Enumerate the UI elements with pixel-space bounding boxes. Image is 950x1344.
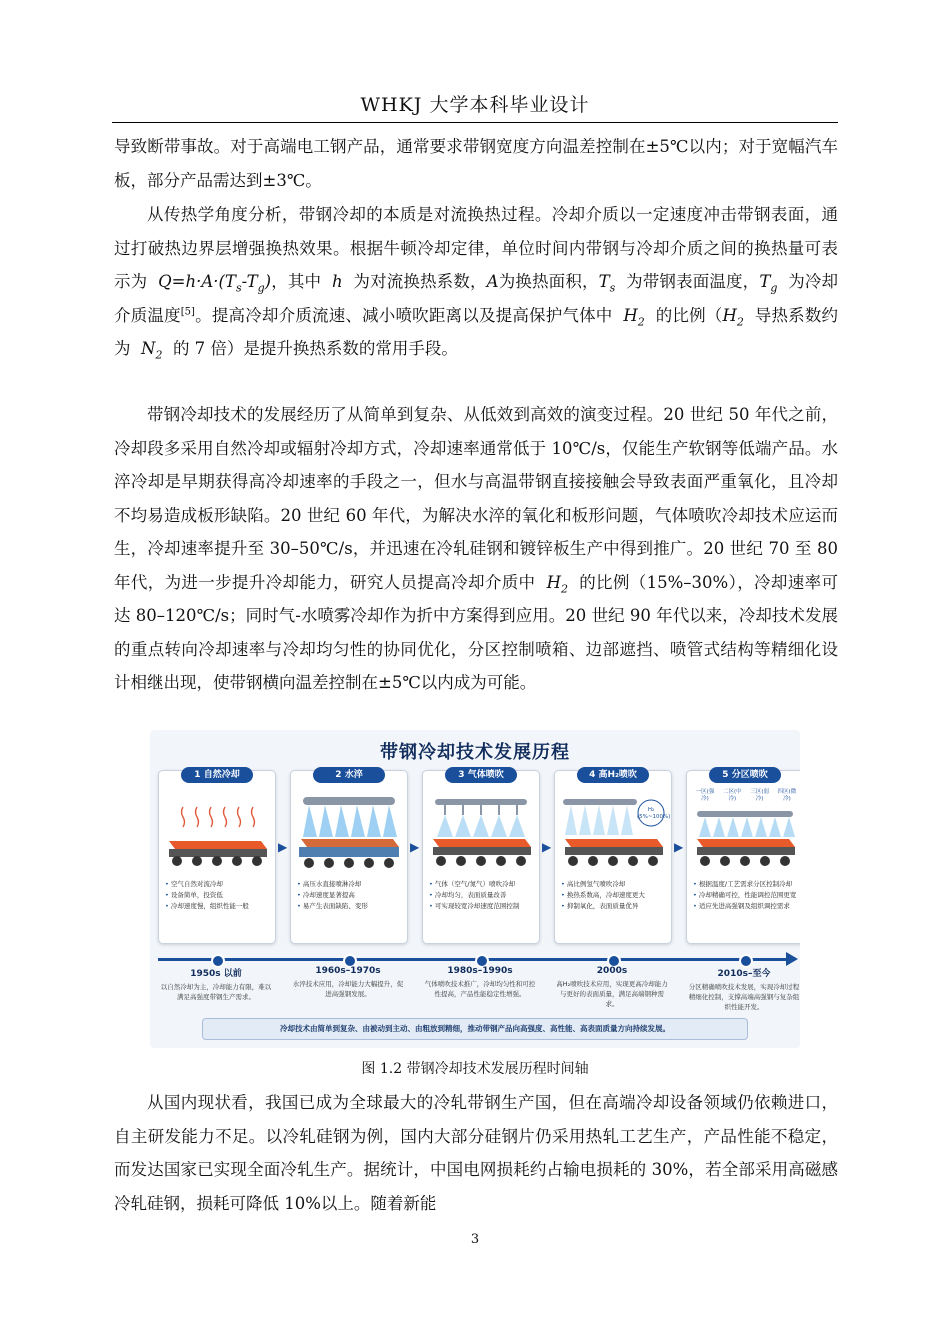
- header-title: WHKJ 大学本科毕业设计: [360, 94, 590, 116]
- stage-gas-jet: [422, 770, 540, 944]
- stage-label: 5 分区喷吹: [709, 767, 781, 783]
- paragraph-2: 从传热学角度分析，带钢冷却的本质是对流换热过程。冷却介质以一定速度冲击带钢表面，通过打破热边界层增强换热效果。根据牛顿冷却定律，单位时间内带钢与冷却介质之间的换热量可表示为 $Q=h\cdot A\cdot(T_s-T_g)$，其中 h 为对流换热系数，A为换热面积，$T_s$ 为带钢表面温度，$T_g$ 为冷却介质温度[5]。提高冷却介质流速、减小喷吹距离以及提高保护气体中 $H_2$ 的比例（$H_2$ 导热系数约为 $N_2$ 的 7 倍）是提升换热系数的常用手段。: [114, 205, 839, 362]
- stage-label: 4 高H₂喷吹: [577, 767, 649, 783]
- natural-cooling-illustration: [163, 787, 271, 875]
- gas-jet-illustration: [427, 787, 535, 875]
- figure-caption: 图 1.2 带钢冷却技术发展历程时间轴: [361, 1061, 589, 1077]
- paragraph-1: [114, 130, 838, 197]
- next-arrow-icon: ▶: [278, 840, 288, 854]
- citation-ref[interactable]: [5]: [180, 306, 195, 317]
- era-1950s: 1950s 以前 以自然冷却为主，冷却能力有限，难以满足高强度带钢生产需求。: [160, 969, 272, 1001]
- stage-label: 3 气体喷吹: [445, 767, 517, 783]
- h2-ratio-tag: H₂ (5%~100%): [637, 807, 671, 820]
- era-1980s: 1980s–1990s 气体喷吹技术推广，冷却均匀性和可控性提高，产品性能稳定性增强。: [424, 966, 536, 998]
- stage-label: 2 水淬: [313, 767, 385, 783]
- era-1960s: 1960s–1970s 水淬技术应用，冷却能力大幅提升，促进高强钢发展。: [292, 966, 404, 998]
- zone-labels: 一区(强冷) 二区(中冷) 三区(弱冷) 四区(微冷): [695, 789, 797, 802]
- next-arrow-icon: ▶: [674, 840, 684, 854]
- figure-summary: 冷却技术由简单到复杂、由被动到主动、由粗放到精细，推动带钢产品向高强度、高性能、高表面质量方向持续发展。: [202, 1018, 748, 1040]
- page-header: [112, 92, 838, 123]
- next-arrow-icon: ▶: [542, 840, 552, 854]
- era-2010s: 2010s–至今 分区精确喷吹技术发展，实现冷却过程精细化控制，支撑高端高强钢与复杂组织性能开发。: [688, 969, 800, 1011]
- stage-bullets: • 气体（空气/氮气）喷吹冷却 • 冷却均匀，表面质量改善 • 可实现较宽冷却速度范围控制: [429, 879, 535, 912]
- paragraph-3: 带钢冷却技术的发展经历了从简单到复杂、从低效到高效的演变过程。20 世纪 50 年代之前，冷却段多采用自然冷却或辐射冷却方式，冷却速率通常低于 10℃/s，仅能生产软钢等低端产品。水淬冷却是早期获得高冷却速率的手段之一，但水与高温带钢直接接触会导致表面严重氧化，且冷却不均易造成板形缺陷。20 世纪 60 年代，为解决水淬的氧化和板形问题，气体喷吹冷却技术应运而生，冷却速率提升至 30–50℃/s，并迅速在冷轧硅钢和镀锌板生产中得到推广。20 世纪 70 至 80 年代，为进一步提升冷却能力，研究人员提高冷却介质中 $H_2$ 的比例（15%–30%），冷却速率可达 80–120℃/s；同时气-水喷雾冷却作为折中方案得到应用。20 世纪 90 年代以来，冷却技术发展的重点转向冷却速率与冷却均匀性的协同优化，分区控制喷箱、边部遮挡、喷管式结构等精细化设计相继出现，使带钢横向温差控制在±5℃以内成为可能。: [114, 405, 838, 692]
- paragraph-text: 从国内现状看，我国已成为全球最大的冷轧带钢生产国，但在高端冷却设备领域仍依赖进口，自主研发能力不足。以冷轧硅钢为例，国内大部分硅钢片仍采用热轧工艺生产，产品性能不稳定，而发达国家已实现全面冷轧生产。据统计，中国电网损耗约占输电损耗的 30%，若全部采用高磁感冷轧硅钢，损耗可降低 10%以上。随着新能: [114, 1093, 838, 1213]
- figure-title: 带钢冷却技术发展历程: [380, 742, 570, 763]
- era-2000s: 2000s 高H₂喷吹技术应用，实现更高冷却能力与更好的表面质量，满足高端钢种需求。: [556, 966, 668, 1008]
- newton-formula: $Q=h\cdot A\cdot(T_s-T_g)$: [158, 272, 272, 295]
- stage-natural-cooling: [158, 770, 276, 944]
- paragraph-4: [114, 1086, 838, 1220]
- paragraph-text: 导致断带事故。对于高端电工钢产品，通常要求带钢宽度方向温差控制在±5℃以内；对于宽幅汽车板，部分产品需达到±3℃。: [114, 137, 838, 190]
- page-number: 3: [470, 1232, 480, 1247]
- next-arrow-icon: ▶: [410, 840, 420, 854]
- water-quench-illustration: [295, 787, 403, 875]
- stage-bullets: • 高比例氢气喷吹冷却 • 换热系数高，冷却速度更大 • 抑制氧化，表面质量优异: [561, 879, 667, 912]
- high-h2-jet-illustration: [559, 787, 671, 875]
- timeline-figure: [150, 730, 800, 1048]
- zoned-jet-illustration: [691, 787, 799, 875]
- timeline-arrow-icon: [786, 952, 798, 966]
- stage-label: 1 自然冷却: [181, 767, 253, 783]
- stage-bullets: • 空气自然对流冷却 • 设备简单，投资低 • 冷却速度慢，组织性能一般: [165, 879, 271, 912]
- stage-bullets: • 高压水直接喷淋冷却 • 冷却速度显著提高 • 易产生表面缺陷、变形: [297, 879, 403, 912]
- stage-bullets: • 根据温度/工艺需求分区控制冷却 • 冷却精确可控，性能调控范围更宽 • 适应先进高强钢及组织调控需求: [693, 879, 799, 912]
- stage-zoned-jet: [686, 770, 800, 944]
- stage-high-h2-jet: [554, 770, 672, 944]
- stage-water-quench: [290, 770, 408, 944]
